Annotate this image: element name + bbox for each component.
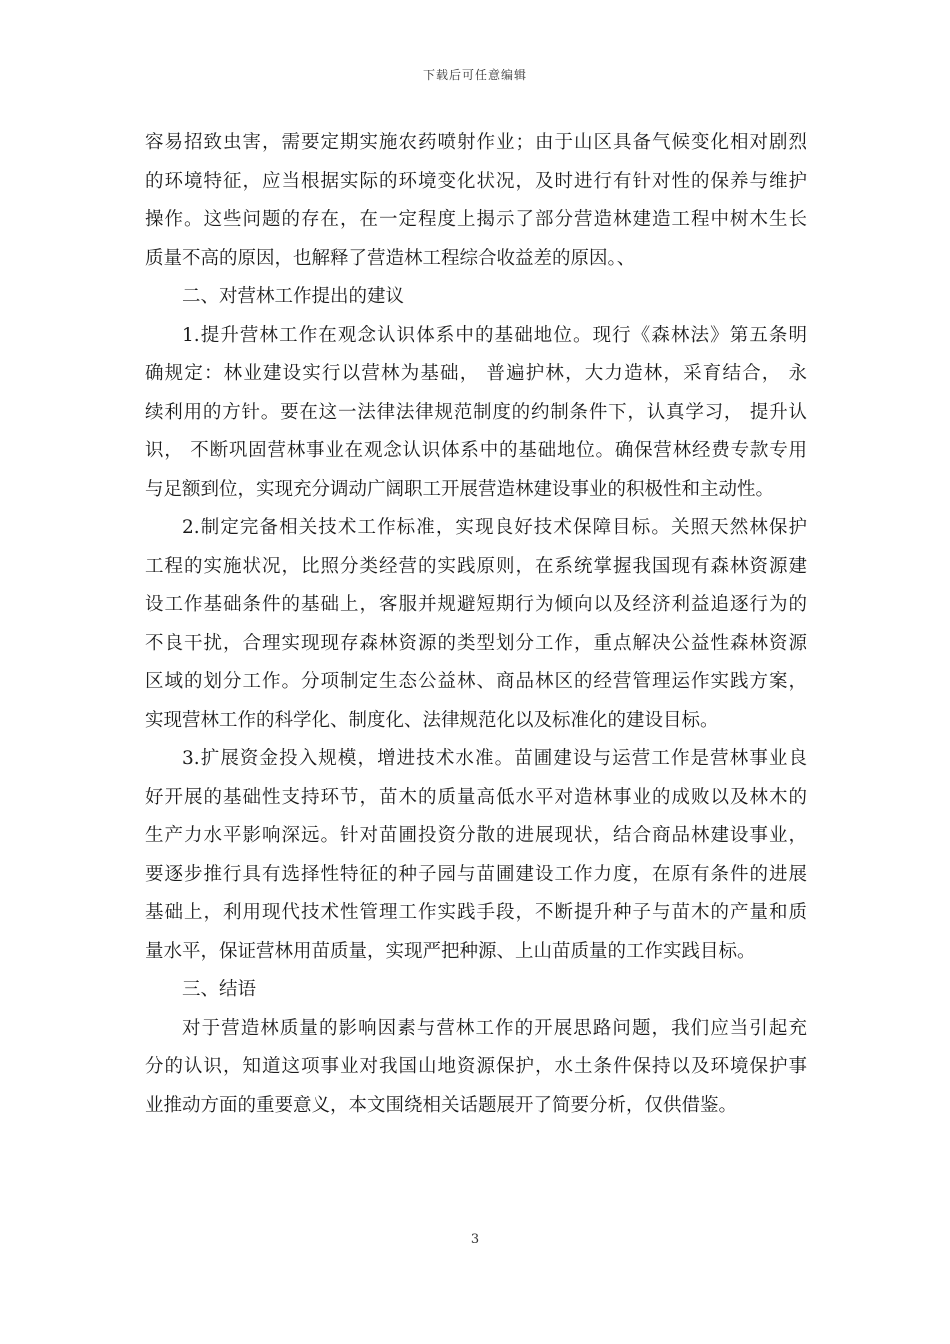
text-line: 好开展的基础性支持环节，苗木的质量高低水平对造林事业的成败以及林木的 — [145, 786, 807, 808]
page-header: 下载后可任意编辑 — [422, 68, 527, 82]
text-line: 对于营造林质量的影响因素与营林工作的开展思路问题，我们应当引起充 — [182, 1017, 807, 1039]
document-body — [145, 124, 807, 1125]
text-line: 生产力水平影响深远。针对苗圃投资分散的进展现状，结合商品林建设事业， — [145, 825, 807, 846]
text-line: 3.扩展资金投入规模，增进技术水准。苗圃建设与运营工作是营林事业良 — [182, 748, 807, 769]
text-line: 实现营林工作的科学化、制度化、法律规范化以及标准化的建设目标。 — [145, 709, 719, 731]
text-line: 要逐步推行具有选择性特征的种子园与苗圃建设工作力度，在原有条件的进展 — [145, 863, 807, 885]
text-line: 三、结语 — [182, 979, 257, 1000]
text-line: 工程的实施状况，比照分类经营的实践原则，在系统掌握我国现有森林资源建 — [145, 555, 807, 577]
text-line: 操作。这些问题的存在，在一定程度上揭示了部分营造林建造工程中树木生长 — [145, 209, 807, 230]
text-line: 量水平，保证营林用苗质量，实现严把种源、上山苗质量的工作实践目标。 — [145, 940, 756, 962]
text-line: 的环境特征，应当根据实际的环境变化状况，及时进行有针对性的保养与维护 — [145, 170, 807, 192]
text-line: 1.提升营林工作在观念认识体系中的基础地位。现行《森林法》第五条明 — [182, 324, 807, 346]
text-line: 业推动方面的重要意义，本文围绕相关话题展开了简要分析，仅供借鉴。 — [145, 1094, 738, 1116]
text-line: 区域的划分工作。分项制定生态公益林、商品林区的经营管理运作实践方案， — [145, 671, 807, 692]
text-line: 质量不高的原因，也解释了营造林工程综合收益差的原因。、 — [145, 247, 636, 269]
page-number: 3 — [470, 1232, 480, 1247]
text-line: 2.制定完备相关技术工作标准，实现良好技术保障目标。关照天然林保护 — [182, 517, 807, 538]
text-line: 与足额到位，实现充分调动广阔职工开展营造林建设事业的积极性和主动性。 — [145, 478, 775, 500]
text-line: 识， 不断巩固营林事业在观念认识体系中的基础地位。确保营林经费专款专用 — [145, 440, 807, 461]
text-line: 确规定：林业建设实行以营林为基础， 普遍护林，大力造林，采育结合， 永 — [145, 363, 807, 384]
text-line: 基础上，利用现代技术性管理工作实践手段，不断提升种子与苗木的产量和质 — [145, 902, 807, 923]
text-line: 不良干扰，合理实现现存森林资源的类型划分工作，重点解决公益性森林资源 — [145, 632, 807, 654]
text-line: 设工作基础条件的基础上，客服并规避短期行为倾向以及经济利益追逐行为的 — [145, 594, 807, 615]
text-line: 续利用的方针。要在这一法律法律规范制度的约制条件下，认真学习， 提升认 — [145, 401, 807, 423]
text-line: 分的认识，知道这项事业对我国山地资源保护，水土条件保持以及环境保护事 — [145, 1056, 807, 1077]
text-line: 二、对营林工作提出的建议 — [182, 286, 405, 307]
text-line: 容易招致虫害，需要定期实施农药喷射作业；由于山区具备气候变化相对剧烈 — [145, 132, 807, 153]
